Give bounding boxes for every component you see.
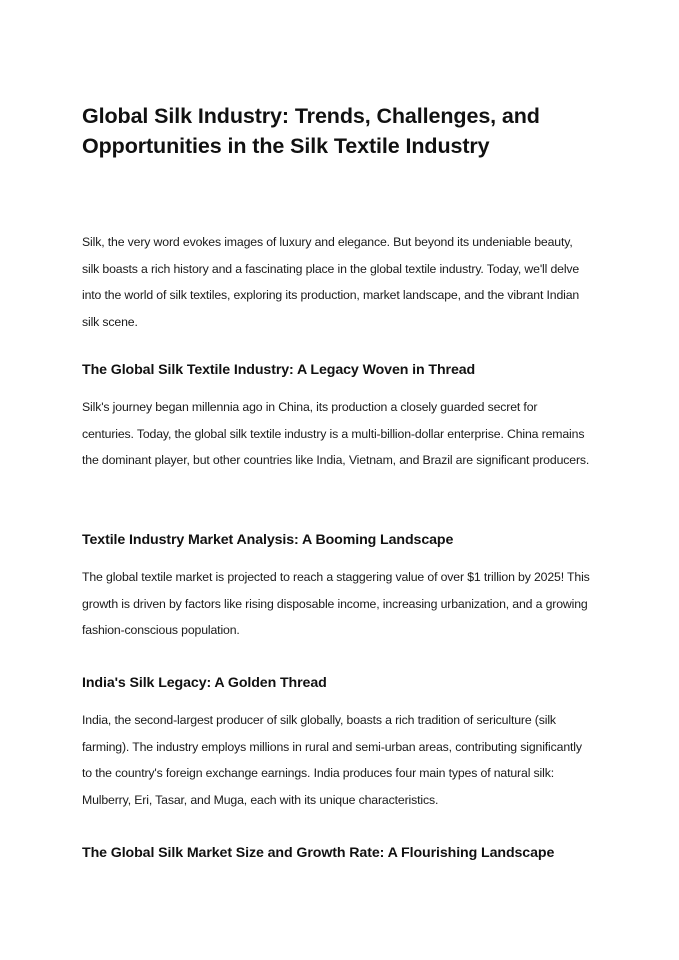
section-body-global-silk-textile: Silk's journey began millennia ago in China, its production a closely guarded secret for centuries. Today, the global silk textile industry is a multi-billion-dollar enterprise. China remains the dominant player, but other countries like India, Vietnam, and Brazil are significant producers. [82, 400, 590, 467]
section-heading-market-analysis: Textile Industry Market Analysis: A Booming Landscape [82, 532, 454, 548]
page-title: Global Silk Industry: Trends, Challenges, and Opportunities in the Silk Textile Industry [82, 104, 540, 158]
section-body-india-silk-legacy: India, the second-largest producer of silk globally, boasts a rich tradition of sericulture (silk farming). The industry employs millions in rural and semi-urban areas, contributing significantly to the country's foreign exchange earnings. India produces four main types of natural silk: Mulberry, Eri, Tasar, and Muga, each with its unique characteristics. [82, 713, 582, 807]
section-body-market-analysis: The global textile market is projected to reach a staggering value of over $1 trillion by 2025! This growth is driven by factors like rising disposable income, increasing urbanization, and a growing fashion-conscious population. [82, 570, 590, 637]
section-heading-global-silk-textile: The Global Silk Textile Industry: A Legacy Woven in Thread [82, 362, 476, 378]
intro-paragraph: Silk, the very word evokes images of luxury and elegance. But beyond its undeniable beauty, silk boasts a rich history and a fascinating place in the global textile industry. Today, we'll delve into the world of silk textiles, exploring its production, market landscape, and the vibrant Indian silk scene. [82, 235, 580, 329]
section-heading-silk-market-size: The Global Silk Market Size and Growth Rate: A Flourishing Landscape [82, 845, 555, 861]
section-heading-india-silk-legacy: India's Silk Legacy: A Golden Thread [82, 675, 327, 691]
